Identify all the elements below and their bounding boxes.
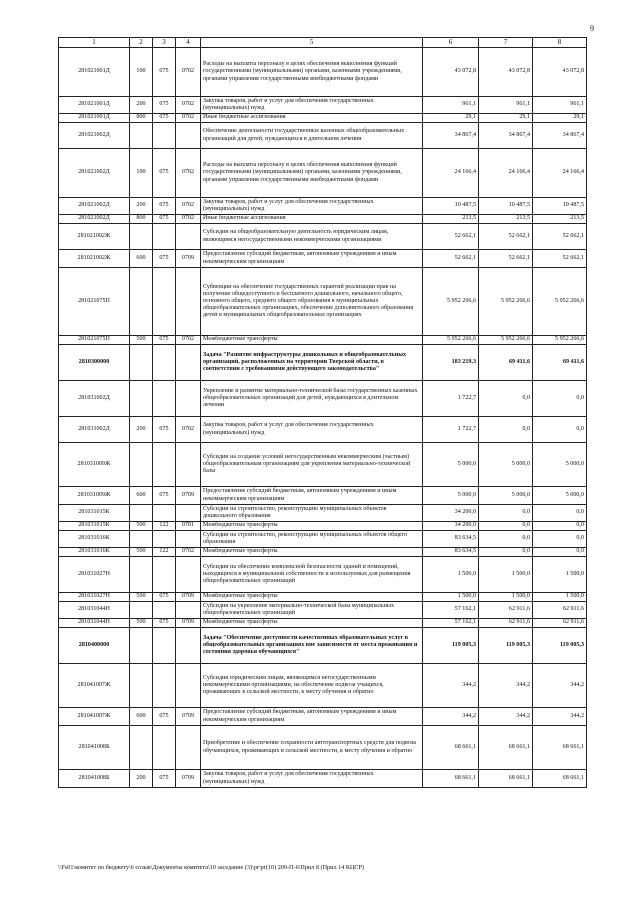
section-cell: 0702 [176,48,201,97]
section-cell [176,381,201,417]
section-cell: 0702 [176,215,201,224]
expense-type-cell [130,726,153,770]
expense-type-cell: 500 [130,548,153,557]
section-cell: 0702 [176,548,201,557]
section-cell: 0709 [176,770,201,788]
table-row [59,198,587,215]
department-cell: 075 [153,487,176,505]
department-cell: 122 [153,548,176,557]
description-cell: Иные бюджетные ассигнования [201,114,423,123]
amount-cell-col6: 34 867,4 [423,123,479,149]
department-cell: 075 [153,708,176,726]
code-cell: 281041007Ж [59,708,130,726]
section-cell: 0702 [176,336,201,345]
amount-cell-col6: 213,5 [423,215,479,224]
table-row [59,593,587,602]
section-cell [176,505,201,522]
table-row [59,336,587,345]
expense-type-cell: 600 [130,708,153,726]
department-cell [153,505,176,522]
amount-cell-col7: 1 500,0 [479,593,533,602]
code-cell: 281021001Д [59,97,130,114]
section-cell: 0709 [176,250,201,268]
expense-type-cell: 500 [130,522,153,531]
code-cell: 281031009Ж [59,443,130,487]
expense-type-cell: 600 [130,487,153,505]
amount-cell-col8: 62 911,6 [533,619,587,628]
amount-cell-col7: 0,0 [479,505,533,522]
amount-cell-col8: 68 661,1 [533,726,587,770]
table-row [59,250,587,268]
description-cell: Межбюджетные трансферты [201,548,423,557]
table-row [59,417,587,443]
description-cell: Межбюджетные трансферты [201,619,423,628]
table-row [59,726,587,770]
table-row [59,381,587,417]
expense-type-cell: 600 [130,250,153,268]
amount-cell-col6: 68 661,1 [423,770,479,788]
department-cell [153,726,176,770]
amount-cell-col6: 5 000,0 [423,487,479,505]
amount-cell-col7: 0,0 [479,548,533,557]
amount-cell-col8: 119 005,3 [533,628,587,664]
department-cell [153,602,176,619]
department-cell: 075 [153,198,176,215]
amount-cell-col6: 119 005,3 [423,628,479,664]
description-cell: Субсидии на строительство, реконструкцию муниципальных объектов общего образования [201,531,423,548]
code-cell: 281041008Б [59,770,130,788]
section-cell: 0701 [176,522,201,531]
code-cell: 281021002Д [59,149,130,198]
section-cell [176,443,201,487]
department-cell: 075 [153,114,176,123]
description-cell: Закупка товаров, работ и услуг для обеспечения государственных (муниципальных) нужд [201,417,423,443]
amount-cell-col8: 1 500,0 [533,557,587,593]
amount-cell-col6: 5 000,0 [423,443,479,487]
header-cell: 7 [479,38,533,48]
code-cell: 281041007Ж [59,664,130,708]
code-cell: 2810400000 [59,628,130,664]
description-cell: Предоставление субсидий бюджетным, автономным учреждениям и иным некоммерческим организациям [201,487,423,505]
amount-cell-col8: 344,2 [533,708,587,726]
table-row [59,708,587,726]
amount-cell-col8: 43 072,8 [533,48,587,97]
table-row [59,97,587,114]
department-cell: 075 [153,336,176,345]
amount-cell-col7: 52 662,1 [479,250,533,268]
expense-type-cell: 200 [130,198,153,215]
table-row [59,531,587,548]
amount-cell-col7: 52 662,1 [479,224,533,250]
expense-type-cell: 100 [130,149,153,198]
table-row [59,548,587,557]
expense-type-cell [130,123,153,149]
amount-cell-col7: 961,1 [479,97,533,114]
expense-type-cell [130,345,153,381]
amount-cell-col7: 68 661,1 [479,770,533,788]
header-cell: 6 [423,38,479,48]
section-cell: 0709 [176,708,201,726]
expense-type-cell: 800 [130,215,153,224]
description-cell: Закупка товаров, работ и услуг для обеспечения государственных (муниципальных) нужд [201,198,423,215]
expense-type-cell [130,602,153,619]
section-cell: 0709 [176,593,201,602]
amount-cell-col7: 1 500,0 [479,557,533,593]
expense-type-cell: 200 [130,417,153,443]
code-cell: 281021002Д [59,215,130,224]
table-row [59,628,587,664]
amount-cell-col7: 5 000,0 [479,487,533,505]
amount-cell-col8: 69 411,6 [533,345,587,381]
expense-type-cell [130,531,153,548]
description-cell: Закупка товаров, работ и услуг для обеспечения государственных (муниципальных) нужд [201,770,423,788]
section-cell [176,726,201,770]
amount-cell-col6: 1 722,7 [423,381,479,417]
department-cell: 075 [153,250,176,268]
section-cell [176,602,201,619]
expense-type-cell [130,381,153,417]
section-cell [176,224,201,250]
section-cell: 0702 [176,97,201,114]
department-cell: 075 [153,619,176,628]
code-cell: 281031009Ж [59,487,130,505]
table-row [59,522,587,531]
table-row [59,123,587,149]
department-cell [153,443,176,487]
amount-cell-col7: 0,0 [479,522,533,531]
code-cell: 281031027Н [59,557,130,593]
section-cell: 0709 [176,487,201,505]
code-cell: 281021075П [59,336,130,345]
amount-cell-col6: 43 072,8 [423,48,479,97]
description-cell: Субсидии на создание условий негосударственным некоммерческим (частным) общеобразовательным организациям для укрепления материально-технической базы [201,443,423,487]
amount-cell-col6: 34 200,0 [423,522,479,531]
department-cell [153,123,176,149]
code-cell: 281021001Д [59,114,130,123]
expense-type-cell: 200 [130,97,153,114]
amount-cell-col6: 344,2 [423,708,479,726]
table-row [59,224,587,250]
amount-cell-col6: 344,2 [423,664,479,708]
code-cell: 281031002Д [59,417,130,443]
department-cell [153,224,176,250]
code-cell: 281021075П [59,268,130,336]
section-cell [176,268,201,336]
amount-cell-col8: 24 166,4 [533,149,587,198]
table-row [59,487,587,505]
description-cell: Субсидии на общеобразовательную деятельность юридическим лицам, являющимся негосударственными некоммерческими организациями [201,224,423,250]
amount-cell-col6: 57 162,1 [423,602,479,619]
description-cell: Расходы на выплаты персоналу в целях обеспечения выполнения функций государственными (муниципальными) органами, казенными учреждениями, органами управления государственными внебюджетными фондами [201,48,423,97]
section-cell [176,628,201,664]
code-cell: 281021002Д [59,123,130,149]
header-cell: 8 [533,38,587,48]
section-cell: 0702 [176,149,201,198]
department-cell: 122 [153,522,176,531]
description-cell: Межбюджетные трансферты [201,336,423,345]
amount-cell-col6: 24 166,4 [423,149,479,198]
code-cell: 281031016К [59,531,130,548]
section-cell [176,123,201,149]
amount-cell-col6: 83 634,5 [423,531,479,548]
amount-cell-col8: 62 911,6 [533,602,587,619]
amount-cell-col6: 961,1 [423,97,479,114]
header-cell: 4 [176,38,201,48]
amount-cell-col6: 57 162,1 [423,619,479,628]
department-cell: 075 [153,149,176,198]
code-cell: 281031044Н [59,602,130,619]
description-cell: Обеспечение деятельности государственных казенных общеобразовательных организаций для детей, нуждающихся в длительном лечении [201,123,423,149]
table-row [59,268,587,336]
department-cell [153,345,176,381]
budget-table [58,37,587,788]
amount-cell-col7: 10 487,5 [479,198,533,215]
amount-cell-col8: 10 487,5 [533,198,587,215]
expense-type-cell: 500 [130,336,153,345]
amount-cell-col8: 0,0 [533,548,587,557]
amount-cell-col6: 5 952 266,6 [423,268,479,336]
table-row [59,345,587,381]
expense-type-cell [130,557,153,593]
amount-cell-col7: 344,2 [479,708,533,726]
amount-cell-col8: 0,0 [533,522,587,531]
expense-type-cell: 800 [130,114,153,123]
description-cell: Приобретение и обеспечение сохранности автотранспортных средств для подвоза обучающихся, проживающих в сельской местности, к месту обучения и обратно [201,726,423,770]
code-cell: 281021001Д [59,48,130,97]
amount-cell-col6: 1 500,0 [423,593,479,602]
amount-cell-col8: 0,0 [533,381,587,417]
amount-cell-col6: 34 200,0 [423,505,479,522]
section-cell [176,557,201,593]
expense-type-cell [130,664,153,708]
code-cell: 281031015К [59,505,130,522]
expense-type-cell [130,224,153,250]
code-cell: 281031016К [59,548,130,557]
description-cell: Субсидии на укрепление материально-технической базы муниципальных общеобразовательных организаций [201,602,423,619]
amount-cell-col8: 344,2 [533,664,587,708]
amount-cell-col8: 5 952 266,6 [533,268,587,336]
description-cell: Межбюджетные трансферты [201,522,423,531]
section-cell [176,345,201,381]
amount-cell-col8: 52 662,1 [533,224,587,250]
amount-cell-col8: 34 867,4 [533,123,587,149]
description-cell: Задача "Развитие инфраструктуры дошкольных и общеобразовательных организаций, расположенных на территории Тверской области, в соответствии с требованиями действующего законодательства" [201,345,423,381]
amount-cell-col8: 52 662,1 [533,250,587,268]
amount-cell-col8: 0,0 [533,505,587,522]
amount-cell-col8: 5 000,0 [533,487,587,505]
header-cell: 5 [201,38,423,48]
header-cell: 1 [59,38,130,48]
description-cell: Субсидии на строительство, реконструкцию муниципальных объектов дошкольного образования [201,505,423,522]
department-cell: 075 [153,97,176,114]
description-cell: Предоставление субсидий бюджетным, автономным учреждениям и иным некоммерческим организациям [201,250,423,268]
expense-type-cell [130,268,153,336]
amount-cell-col8: 29,1 [533,114,587,123]
table-row [59,619,587,628]
code-cell: 281031027Н [59,593,130,602]
expense-type-cell: 100 [130,48,153,97]
amount-cell-col7: 62 911,6 [479,619,533,628]
amount-cell-col7: 5 000,0 [479,443,533,487]
amount-cell-col6: 29,1 [423,114,479,123]
expense-type-cell [130,505,153,522]
description-cell: Межбюджетные трансферты [201,593,423,602]
department-cell [153,268,176,336]
file-path-footer: \\Fs01\комитет по бюджету\6 созыв\Документы комитета\10 заседание (3)\pr\pr(10) 209-П-6\Прил 8 (Прил 14 КЦСР) [58,864,365,871]
table-row [59,602,587,619]
header-cell: 2 [130,38,153,48]
amount-cell-col6: 52 662,1 [423,224,479,250]
expense-type-cell: 200 [130,770,153,788]
code-cell: 281021002Д [59,198,130,215]
expense-type-cell [130,443,153,487]
code-cell: 281021002Ж [59,224,130,250]
amount-cell-col7: 0,0 [479,417,533,443]
department-cell [153,557,176,593]
amount-cell-col6: 5 952 266,6 [423,336,479,345]
expense-type-cell [130,628,153,664]
page-number: 9 [590,24,594,33]
amount-cell-col8: 1 500,0 [533,593,587,602]
section-cell: 0702 [176,198,201,215]
amount-cell-col7: 344,2 [479,664,533,708]
amount-cell-col6: 83 634,5 [423,548,479,557]
amount-cell-col6: 1 722,7 [423,417,479,443]
amount-cell-col7: 43 072,8 [479,48,533,97]
description-cell: Расходы на выплаты персоналу в целях обеспечения выполнения функций государственными (муниципальными) органами, казенными учреждениями, органами управления государственными внебюджетными фондами [201,149,423,198]
amount-cell-col6: 183 219,3 [423,345,479,381]
description-cell: Субсидии юридическим лицам, являющимся негосударственными некоммерческими организациями, на обеспечение подвоза учащихся, проживающих в сельской местности, к месту обучения и обратно [201,664,423,708]
department-cell [153,664,176,708]
amount-cell-col7: 24 166,4 [479,149,533,198]
description-cell: Укрепление и развитие материально-технической базы государственных казенных общеобразовательных организаций для детей, нуждающихся в длительном лечении [201,381,423,417]
table-row [59,770,587,788]
amount-cell-col7: 213,5 [479,215,533,224]
table-row [59,215,587,224]
code-cell: 281031044Н [59,619,130,628]
section-cell: 0702 [176,114,201,123]
department-cell [153,381,176,417]
description-cell: Предоставление субсидий бюджетным, автономным учреждениям и иным некоммерческим организациям [201,708,423,726]
table-row [59,505,587,522]
amount-cell-col8: 5 952 266,6 [533,336,587,345]
department-cell: 075 [153,215,176,224]
description-cell: Субвенции на обеспечение государственных гарантий реализации прав на получение общедоступного и бесплатного дошкольного, начального общего, основного общего, среднего общего образования в муниципальных общеобразовательных организациях, обеспечение дополнительного образования детей в муниципальных общеобразовательных организациях [201,268,423,336]
amount-cell-col6: 52 662,1 [423,250,479,268]
department-cell: 075 [153,770,176,788]
amount-cell-col6: 68 661,1 [423,726,479,770]
amount-cell-col7: 0,0 [479,381,533,417]
description-cell: Закупка товаров, работ и услуг для обеспечения государственных (муниципальных) нужд [201,97,423,114]
amount-cell-col7: 29,1 [479,114,533,123]
table-row [59,48,587,97]
section-cell: 0702 [176,417,201,443]
code-cell: 2810300000 [59,345,130,381]
department-cell [153,531,176,548]
amount-cell-col7: 0,0 [479,531,533,548]
amount-cell-col8: 5 000,0 [533,443,587,487]
table-row [59,114,587,123]
table-header-row [59,38,587,48]
department-cell [153,628,176,664]
amount-cell-col8: 0,0 [533,417,587,443]
code-cell: 281031015К [59,522,130,531]
description-cell: Субсидии на обеспечение комплексной безопасности зданий и помещений, находящихся в муниципальной собственности и используемых для размещения общеобразовательных организаций [201,557,423,593]
amount-cell-col7: 5 952 266,6 [479,336,533,345]
amount-cell-col7: 68 661,1 [479,726,533,770]
code-cell: 281021002Ж [59,250,130,268]
expense-type-cell: 500 [130,619,153,628]
table-row [59,443,587,487]
amount-cell-col7: 34 867,4 [479,123,533,149]
expense-type-cell: 500 [130,593,153,602]
table-row [59,557,587,593]
department-cell: 075 [153,417,176,443]
amount-cell-col6: 1 500,0 [423,557,479,593]
department-cell: 075 [153,48,176,97]
amount-cell-col8: 213,5 [533,215,587,224]
department-cell: 075 [153,593,176,602]
section-cell [176,664,201,708]
amount-cell-col7: 119 005,3 [479,628,533,664]
table-row [59,149,587,198]
amount-cell-col7: 69 411,6 [479,345,533,381]
code-cell: 281031002Д [59,381,130,417]
header-cell: 3 [153,38,176,48]
amount-cell-col6: 10 487,5 [423,198,479,215]
amount-cell-col8: 0,0 [533,531,587,548]
section-cell [176,531,201,548]
amount-cell-col8: 68 661,1 [533,770,587,788]
table-row [59,664,587,708]
amount-cell-col7: 5 952 266,6 [479,268,533,336]
description-cell: Иные бюджетные ассигнования [201,215,423,224]
code-cell: 281041008Б [59,726,130,770]
amount-cell-col7: 62 911,6 [479,602,533,619]
amount-cell-col8: 961,1 [533,97,587,114]
section-cell: 0709 [176,619,201,628]
description-cell: Задача "Обеспечение доступности качественных образовательных услуг в общеобразовательных организациях вне зависимости от места проживания и состояния здоровья обучающихся" [201,628,423,664]
